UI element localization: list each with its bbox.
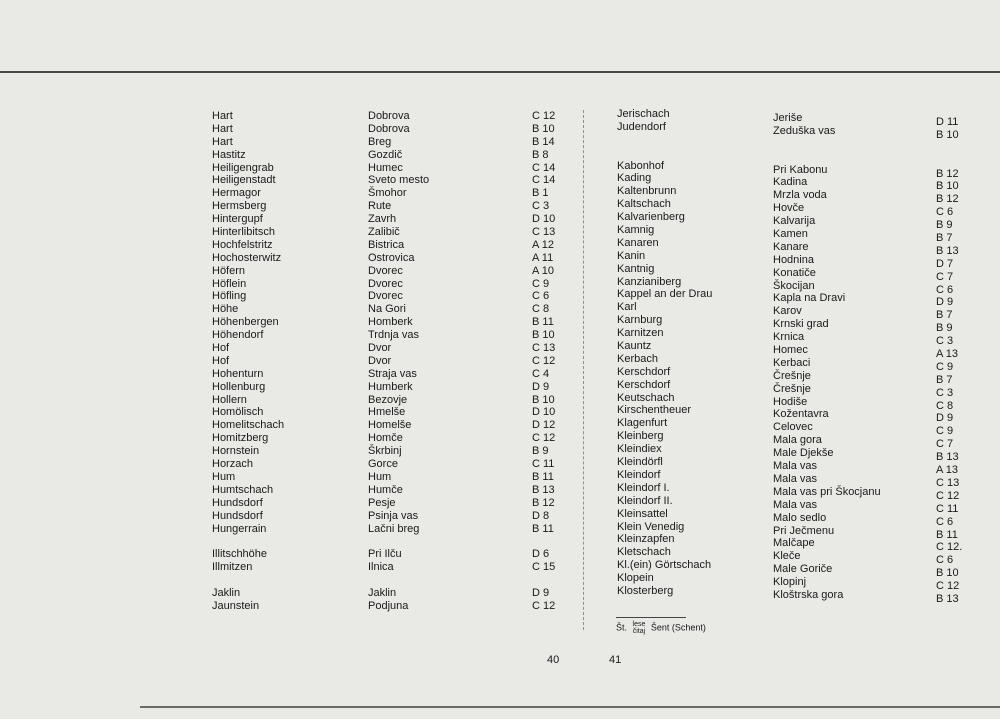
entry-cell: B 10 — [532, 393, 555, 406]
entry-cell: Höflein — [212, 277, 247, 290]
entry-cell: Kanare — [773, 240, 809, 253]
entry-cell: D 12 — [532, 419, 556, 432]
entry-cell: Kleindorf — [617, 468, 661, 481]
entry-cell: C 12 — [532, 599, 556, 612]
entry-cell: Krnica — [773, 331, 805, 344]
blank-row — [617, 134, 767, 147]
entry-cell: Homitzberg — [212, 432, 269, 445]
blank-row — [936, 142, 986, 155]
right-german-names — [617, 108, 767, 598]
entry-cell: Kaltschach — [617, 198, 671, 211]
footnote-suffix: Šent (Schent) — [650, 622, 706, 633]
entry-cell: Höfern — [212, 264, 246, 277]
entry-cell: Hastitz — [212, 148, 246, 161]
entry-cell: B 11 — [936, 528, 958, 541]
entry-cell: Kamnig — [617, 224, 655, 237]
entry-cell: C 14 — [532, 174, 556, 187]
entry-cell: Male Djekše — [773, 447, 834, 460]
entry-cell: Homelše — [368, 419, 412, 432]
entry-cell: Hungerrain — [212, 522, 267, 535]
entry-cell: C 6 — [936, 206, 954, 219]
entry-cell: Hum — [368, 470, 392, 483]
footnote-line2: čitaj — [632, 628, 646, 635]
entry-cell: C 8 — [936, 399, 954, 412]
entry-cell: Šmohor — [368, 187, 407, 200]
entry-cell: Trdnja vas — [368, 329, 419, 342]
entry-cell: C 6 — [936, 554, 954, 567]
entry-cell: C 9 — [532, 277, 550, 290]
entry-cell: Hovče — [773, 202, 805, 215]
entry-cell: B 8 — [532, 148, 549, 161]
entry-cell: B 13 — [532, 483, 555, 496]
entry-cell: Hinterlibitsch — [212, 226, 275, 239]
entry-cell: Kleindörfl — [617, 456, 663, 469]
entry-cell: C 12 — [532, 354, 556, 367]
entry-cell: A 13 — [936, 348, 959, 361]
entry-cell: Gozdič — [368, 148, 403, 161]
entry-cell: Jaklin — [368, 586, 397, 599]
entry-cell: Kleinzapfen — [617, 533, 675, 546]
entry-cell: Karl — [617, 301, 637, 314]
entry-cell: A 12 — [532, 238, 555, 251]
entry-cell: B 9 — [936, 219, 953, 232]
entry-cell: Kožentavra — [773, 408, 829, 421]
blank-row — [617, 147, 767, 160]
entry-cell: Hornstein — [212, 445, 260, 458]
blank-row — [212, 535, 362, 548]
entry-cell: Homölisch — [212, 406, 264, 419]
entry-cell: Kantnig — [617, 262, 655, 275]
entry-cell: B 11 — [532, 470, 554, 483]
entry-cell: Karnburg — [617, 314, 663, 327]
entry-cell: Höhenbergen — [212, 316, 279, 329]
entry-cell: Klein Venedig — [617, 520, 685, 533]
entry-cell: C 7 — [936, 438, 954, 451]
entry-cell: Höhendorf — [212, 329, 264, 342]
entry-cell: Hodiše — [773, 395, 808, 408]
entry-cell: C 3 — [936, 335, 954, 348]
entry-cell: Dvorec — [368, 290, 403, 303]
entry-cell: Zalibič — [368, 226, 400, 239]
entry-cell: Kleče — [773, 550, 801, 563]
entry-cell: Mala gora — [773, 434, 822, 447]
entry-cell: Kerschdorf — [617, 378, 671, 391]
left-slovene-names — [368, 110, 518, 613]
entry-cell: Kauntz — [617, 340, 652, 353]
entry-cell: C 9 — [936, 425, 954, 438]
entry-cell: Celovec — [773, 421, 813, 434]
entry-cell: Kalvarija — [773, 215, 816, 228]
entry-cell: B 12 — [936, 193, 959, 206]
entry-cell: B 1 — [532, 187, 549, 200]
entry-cell: Straja vas — [368, 367, 417, 380]
entry-cell: Dvor — [368, 354, 392, 367]
entry-cell: Humtschach — [212, 483, 274, 496]
entry-cell: Mala vas — [773, 472, 818, 485]
entry-cell: B 7 — [936, 309, 953, 322]
entry-cell: C 14 — [532, 161, 556, 174]
entry-cell: Škocijan — [773, 279, 815, 292]
entry-cell: B 11 — [532, 522, 554, 535]
entry-cell: Mala vas pri Škocjanu — [773, 485, 881, 498]
right-slovene-names — [773, 112, 923, 602]
entry-cell: Kamen — [773, 228, 808, 241]
entry-cell: B 11 — [532, 316, 554, 329]
entry-cell: Krnski grad — [773, 318, 829, 331]
entry-cell: B 9 — [936, 322, 953, 335]
entry-cell: Illmitzen — [212, 561, 253, 574]
entry-cell: Podjuna — [368, 599, 409, 612]
entry-cell: Kalvarienberg — [617, 211, 685, 224]
entry-cell: Hundsdorf — [212, 496, 263, 509]
entry-cell: Pri Kabonu — [773, 163, 828, 176]
entry-cell: B 13 — [936, 244, 959, 257]
entry-cell: Klopein — [617, 572, 654, 585]
entry-cell: Hollern — [212, 393, 247, 406]
page-number-left: 40 — [547, 654, 560, 666]
entry-cell: C 13 — [532, 342, 556, 355]
entry-cell: D 9 — [936, 296, 954, 309]
blank-row — [368, 574, 518, 587]
entry-cell: Ostrovica — [368, 251, 415, 264]
blank-row — [368, 535, 518, 548]
entry-cell: Bezovje — [368, 393, 408, 406]
entry-cell: Höfling — [212, 290, 247, 303]
entry-cell: Malo sedlo — [773, 511, 827, 524]
entry-cell: Klosterberg — [617, 584, 674, 597]
entry-cell: Psinja vas — [368, 509, 419, 522]
entry-cell: C 9 — [936, 360, 954, 373]
entry-cell: Illitschhöhe — [212, 548, 268, 561]
entry-cell: Hum — [212, 470, 236, 483]
entry-cell: Škrbinj — [368, 445, 402, 458]
entry-cell: Hermagor — [212, 187, 261, 200]
entry-cell: B 10 — [532, 329, 555, 342]
entry-cell: Kloštrska gora — [773, 588, 844, 601]
entry-cell: Homče — [368, 432, 403, 445]
blank-row — [532, 574, 582, 587]
entry-cell: C 12. — [936, 541, 963, 554]
entry-cell: Kappel an der Drau — [617, 288, 713, 301]
entry-cell: D 9 — [532, 380, 550, 393]
entry-cell: B 10 — [936, 567, 959, 580]
entry-cell: Kerschdorf — [617, 365, 671, 378]
entry-cell: Breg — [368, 135, 392, 148]
page-number-right: 41 — [609, 654, 622, 666]
entry-cell: C 12 — [936, 489, 960, 502]
entry-cell: C 3 — [936, 386, 954, 399]
entry-cell: Hmelše — [368, 406, 406, 419]
entry-cell: C 12 — [936, 580, 960, 593]
entry-cell: Kabonhof — [617, 159, 665, 172]
entry-cell: Pri Ječmenu — [773, 524, 835, 537]
entry-cell: A 11 — [532, 251, 554, 264]
entry-cell: Lačni breg — [368, 522, 420, 535]
blank-row — [936, 155, 986, 168]
entry-cell: C 7 — [936, 270, 954, 283]
entry-cell: Konatiče — [773, 266, 816, 279]
entry-cell: Dvor — [368, 342, 392, 355]
entry-cell: Bistrica — [368, 238, 405, 251]
left-grid-refs — [532, 110, 582, 613]
entry-cell: Hart — [212, 135, 233, 148]
entry-cell: Hintergupf — [212, 213, 263, 226]
entry-cell: C 3 — [532, 200, 550, 213]
entry-cell: Kanin — [617, 249, 646, 262]
entry-cell: B 14 — [532, 135, 555, 148]
entry-cell: Kanaren — [617, 236, 659, 249]
entry-cell: D 7 — [936, 257, 954, 270]
entry-cell: Črešnje — [773, 369, 811, 382]
bottom-rule — [140, 706, 1000, 708]
entry-cell: D 9 — [532, 586, 550, 599]
entry-cell: Kapla na Dravi — [773, 292, 846, 305]
entry-cell: A 10 — [532, 264, 555, 277]
entry-cell: D 10 — [532, 213, 556, 226]
entry-cell: C 12 — [532, 110, 556, 122]
entry-cell: Hart — [212, 110, 233, 122]
entry-cell: B 10 — [936, 180, 959, 193]
entry-cell: Klagenfurt — [617, 417, 668, 430]
footnote-rule — [616, 617, 686, 618]
entry-cell: Rute — [368, 200, 392, 213]
entry-cell: Hodnina — [773, 253, 814, 266]
entry-cell: Klopinj — [773, 576, 807, 589]
entry-cell: Humče — [368, 483, 403, 496]
entry-cell: C 4 — [532, 367, 550, 380]
entry-cell: B 10 — [532, 122, 555, 135]
entry-cell: A 13 — [936, 464, 959, 477]
entry-cell: Karov — [773, 305, 802, 318]
entry-cell: B 12 — [532, 496, 555, 509]
entry-cell: Hohenturn — [212, 367, 264, 380]
entry-cell: Dvorec — [368, 264, 403, 277]
entry-cell: B 7 — [936, 232, 953, 245]
left-german-names — [212, 110, 362, 613]
footnote-line1: lese — [632, 621, 646, 628]
entry-cell: Mala vas — [773, 460, 818, 473]
entry-cell: Karnitzen — [617, 327, 664, 340]
entry-cell: C 8 — [532, 303, 550, 316]
entry-cell: Hollenburg — [212, 380, 266, 393]
entry-cell: Na Gori — [368, 303, 406, 316]
entry-cell: Zavrh — [368, 213, 397, 226]
entry-cell: Male Goriče — [773, 563, 833, 576]
top-rule — [0, 71, 1000, 73]
entry-cell: Kaltenbrunn — [617, 185, 677, 198]
entry-cell: C 13 — [532, 226, 556, 239]
blank-row — [212, 574, 362, 587]
blank-row — [773, 151, 923, 164]
entry-cell: C 6 — [936, 515, 954, 528]
entry-cell: Kletschach — [617, 546, 671, 559]
entry-cell: Hermsberg — [212, 200, 267, 213]
entry-cell: Hundsdorf — [212, 509, 263, 522]
entry-cell: Kleindorf I. — [617, 481, 670, 494]
entry-cell: Mrzla voda — [773, 189, 827, 202]
entry-cell: Homelitschach — [212, 419, 285, 432]
entry-cell: Dvorec — [368, 277, 403, 290]
entry-cell: D 9 — [936, 412, 954, 425]
entry-cell: Kleinberg — [617, 430, 664, 443]
entry-cell: C 13 — [936, 476, 960, 489]
entry-cell: Dobrova — [368, 122, 410, 135]
entry-cell: B 7 — [936, 373, 953, 386]
entry-cell: Horzach — [212, 458, 253, 471]
entry-cell: B 10 — [936, 128, 959, 141]
entry-cell: Kerbach — [617, 352, 658, 365]
footnote — [616, 621, 706, 635]
entry-cell: D 8 — [532, 509, 550, 522]
entry-cell: Zeduška vas — [773, 124, 836, 137]
entry-cell: C 11 — [532, 458, 555, 471]
entry-cell: D 10 — [532, 406, 556, 419]
entry-cell: C 11 — [936, 502, 959, 515]
entry-cell: Höhe — [212, 303, 239, 316]
entry-cell: Kading — [617, 172, 652, 185]
entry-cell: D 6 — [532, 548, 550, 561]
entry-cell: Hochfelstritz — [212, 238, 273, 251]
entry-cell: Jeriše — [773, 112, 803, 124]
entry-cell: Hof — [212, 354, 230, 367]
entry-cell: Heiligengrab — [212, 161, 274, 174]
entry-cell: Homberk — [368, 316, 413, 329]
entry-cell: Kirschentheuer — [617, 404, 691, 417]
entry-cell: Sveto mesto — [368, 174, 430, 187]
entry-cell: C 6 — [936, 283, 954, 296]
entry-cell: Pri Ilču — [368, 548, 402, 561]
entry-cell: C 12 — [532, 432, 556, 445]
entry-cell: Pesje — [368, 496, 396, 509]
entry-cell: Kleindorf II. — [617, 494, 673, 507]
entry-cell: Hochosterwitz — [212, 251, 282, 264]
entry-cell: Mala vas — [773, 498, 818, 511]
entry-cell: Jaklin — [212, 586, 241, 599]
entry-cell: Jaunstein — [212, 599, 260, 612]
entry-cell: B 13 — [936, 592, 959, 605]
entry-cell: Malčape — [773, 537, 815, 550]
entry-cell: Črešnje — [773, 382, 811, 395]
right-grid-refs — [936, 116, 986, 606]
blank-row — [532, 535, 582, 548]
footnote-stack — [633, 621, 646, 635]
entry-cell: Dobrova — [368, 110, 410, 122]
entry-cell: B 12 — [936, 167, 959, 180]
entry-cell: Jerischach — [617, 108, 670, 120]
entry-cell: Kl.(ein) Görtschach — [617, 559, 712, 572]
entry-cell: C 15 — [532, 561, 556, 574]
entry-cell: Kadina — [773, 176, 808, 189]
page-spine — [583, 110, 584, 630]
entry-cell: Judendorf — [617, 120, 666, 133]
entry-cell: B 9 — [532, 445, 549, 458]
entry-cell: Ilnica — [368, 561, 394, 574]
entry-cell: B 13 — [936, 451, 959, 464]
entry-cell: Humberk — [368, 380, 413, 393]
entry-cell: Kleindiex — [617, 443, 662, 456]
entry-cell: Homec — [773, 344, 808, 357]
blank-row — [773, 138, 923, 151]
entry-cell: Hof — [212, 342, 230, 355]
entry-cell: Keutschach — [617, 391, 675, 404]
entry-cell: Humec — [368, 161, 403, 174]
entry-cell: Hart — [212, 122, 233, 135]
entry-cell: Kanzianiberg — [617, 275, 682, 288]
entry-cell: D 11 — [936, 116, 959, 128]
entry-cell: Heiligenstadt — [212, 174, 276, 187]
entry-cell: Gorce — [368, 458, 398, 471]
entry-cell: Kerbaci — [773, 356, 811, 369]
footnote-prefix: Št. — [616, 622, 628, 633]
entry-cell: C 6 — [532, 290, 550, 303]
entry-cell: Kleinsattel — [617, 507, 668, 520]
